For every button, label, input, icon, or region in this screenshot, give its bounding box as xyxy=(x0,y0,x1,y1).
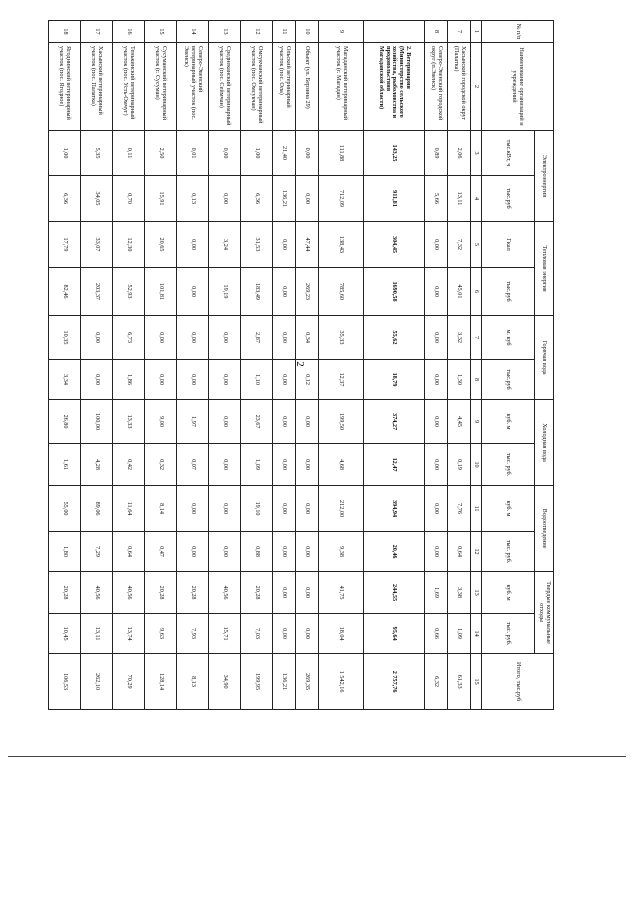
value-cell: 82,46 xyxy=(49,268,81,316)
value-cell: 7,03 xyxy=(241,614,273,654)
index-cell: 15 xyxy=(471,654,482,710)
value-cell: 262,10 xyxy=(81,654,113,710)
value-cell: 128,14 xyxy=(145,654,177,710)
sub-heat-sum: тыс.руб xyxy=(482,268,535,316)
row-name: Хасынский городской округ (Палатка) xyxy=(448,43,471,131)
value-cell: 244,55 xyxy=(364,572,425,614)
value-cell: 52,93 xyxy=(113,268,145,316)
value-cell: 0,00 xyxy=(425,444,448,486)
value-cell: 1,69 xyxy=(425,572,448,614)
value-cell: 0,00 xyxy=(273,532,296,572)
value-cell: 9,38 xyxy=(319,532,364,572)
index-cell: 2 xyxy=(471,43,482,131)
index-cell: 10 xyxy=(471,444,482,486)
row-number xyxy=(364,21,425,43)
value-cell: 33,07 xyxy=(81,222,113,268)
value-cell: 8,14 xyxy=(145,486,177,532)
sub-cw-sum: тыс. руб. xyxy=(482,444,535,486)
value-cell: 0,66 xyxy=(425,614,448,654)
value-cell: 4,28 xyxy=(81,444,113,486)
value-cell: 1690,58 xyxy=(364,268,425,316)
value-cell: 0,42 xyxy=(113,444,145,486)
value-cell: 0,00 xyxy=(81,316,113,360)
value-cell: 55,62 xyxy=(364,316,425,360)
index-cell: 1 xyxy=(471,21,482,43)
index-cell: 5 xyxy=(471,222,482,268)
value-cell: 6,36 xyxy=(49,176,81,222)
table-row xyxy=(241,21,273,710)
value-cell: 12,37 xyxy=(319,360,364,400)
row-name: Северо-Эвенский ветеринарный участок (пос. Эвенск) xyxy=(177,43,209,131)
value-cell: 61,33 xyxy=(448,654,471,710)
row-number: 18 xyxy=(49,21,81,43)
value-cell: 1,09 xyxy=(241,444,273,486)
value-cell: 0,89 xyxy=(425,131,448,176)
sub-hw-sum: тыс.руб xyxy=(482,360,535,400)
value-cell: 136,21 xyxy=(273,176,296,222)
value-cell: 374,27 xyxy=(364,400,425,444)
value-cell: 0,00 xyxy=(296,614,319,654)
value-cell: 199,95 xyxy=(241,654,273,710)
value-cell: 136,21 xyxy=(273,654,296,710)
header-hot-water: Горячая вода xyxy=(535,316,554,400)
sub-hw-qty: м. куб xyxy=(482,316,535,360)
header-cold-water: Холодная вода xyxy=(535,400,554,486)
value-cell: 0,00 xyxy=(177,316,209,360)
value-cell: 212,00 xyxy=(319,486,364,532)
value-cell: 0,00 xyxy=(425,360,448,400)
table-row xyxy=(364,21,425,710)
table-row xyxy=(425,21,448,710)
value-cell: 15,71 xyxy=(209,614,241,654)
value-cell: 304,45 xyxy=(364,222,425,268)
value-cell: 0,00 xyxy=(296,176,319,222)
table-row xyxy=(209,21,241,710)
value-cell: 0,00 xyxy=(296,572,319,614)
value-cell: 0,32 xyxy=(145,444,177,486)
value-cell: 199,50 xyxy=(319,400,364,444)
value-cell: 2,50 xyxy=(145,131,177,176)
row-number: 11 xyxy=(273,21,296,43)
row-number: 15 xyxy=(145,21,177,43)
value-cell: 35,33 xyxy=(319,316,364,360)
value-cell: 20,28 xyxy=(49,572,81,614)
value-cell: 6,73 xyxy=(113,316,145,360)
row-name: Северо-Эвенский городской округ (п.Эвенск) xyxy=(425,43,448,131)
row-name: Объект (ул. Берзина 29) xyxy=(296,43,319,131)
value-cell: 20,28 xyxy=(241,572,273,614)
value-cell: 269,23 xyxy=(296,268,319,316)
header-waste: Твердые коммунальные отходы xyxy=(535,572,554,654)
value-cell: 13,11 xyxy=(81,614,113,654)
value-cell: 1 542,16 xyxy=(319,654,364,710)
value-cell: 0,00 xyxy=(273,400,296,444)
value-cell: 9,63 xyxy=(145,614,177,654)
row-name: Тенькинский ветеринарный участок (пос. Усть-Омчуг) xyxy=(113,43,145,131)
index-cell: 6 xyxy=(471,268,482,316)
value-cell: 0,00 xyxy=(209,400,241,444)
value-cell: 0,64 xyxy=(113,532,145,572)
value-cell: 47,44 xyxy=(296,222,319,268)
value-cell: 19,10 xyxy=(241,486,273,532)
utilities-table xyxy=(48,20,554,710)
value-cell: 20,46 xyxy=(364,532,425,572)
value-cell: 4,68 xyxy=(319,444,364,486)
value-cell: 0,00 xyxy=(209,532,241,572)
header-total: Итого, тыс.руб xyxy=(482,654,554,710)
rotated-table-container xyxy=(58,20,554,709)
sub-dr-qty: куб. м xyxy=(482,486,535,532)
value-cell: 0,64 xyxy=(448,532,471,572)
value-cell: 0,00 xyxy=(209,486,241,532)
value-cell: 20,65 xyxy=(145,222,177,268)
value-cell: 0,12 xyxy=(296,360,319,400)
value-cell: 0,00 xyxy=(425,222,448,268)
table-row xyxy=(81,21,113,710)
value-cell: 0,00 xyxy=(273,316,296,360)
table-row xyxy=(145,21,177,710)
value-cell: 138,43 xyxy=(319,222,364,268)
value-cell: 0,01 xyxy=(177,131,209,176)
value-cell: 7,32 xyxy=(448,222,471,268)
value-cell: 40,56 xyxy=(209,572,241,614)
value-cell: 3,38 xyxy=(448,572,471,614)
value-cell: 0,00 xyxy=(81,360,113,400)
value-cell: 20,28 xyxy=(177,572,209,614)
value-cell: 0,00 xyxy=(177,532,209,572)
row-number: 9 xyxy=(319,21,364,43)
value-cell: 712,09 xyxy=(319,176,364,222)
row-name: Омсукчанский ветеринарный участок (пос. Омсукчан) xyxy=(241,43,273,131)
value-cell: 3,34 xyxy=(49,360,81,400)
value-cell: 0,00 xyxy=(425,486,448,532)
value-cell: 0,00 xyxy=(177,486,209,532)
value-cell: 0,00 xyxy=(273,572,296,614)
value-cell: 17,79 xyxy=(49,222,81,268)
header-num: № п/п xyxy=(482,21,554,43)
value-cell: 2,87 xyxy=(241,316,273,360)
value-cell: 95,64 xyxy=(364,614,425,654)
value-cell: 0,00 xyxy=(425,268,448,316)
value-cell: 10,45 xyxy=(49,614,81,654)
value-cell: 1,00 xyxy=(49,131,81,176)
row-number: 13 xyxy=(209,21,241,43)
header-electricity: Электроэнергия xyxy=(535,131,554,222)
value-cell: 19,19 xyxy=(209,268,241,316)
value-cell: 0,00 xyxy=(145,360,177,400)
value-cell: 0,00 xyxy=(425,400,448,444)
value-cell: 89,06 xyxy=(81,486,113,532)
value-cell: 0,70 xyxy=(113,176,145,222)
table-row xyxy=(448,21,471,710)
value-cell: 2,06 xyxy=(448,131,471,176)
value-cell: 12,47 xyxy=(364,444,425,486)
value-cell: 0,00 xyxy=(209,131,241,176)
row-name: Магаданский ветеринарный участок (г. Магадан) xyxy=(319,43,364,131)
sub-ws-sum: тыс. руб. xyxy=(482,614,535,654)
value-cell: 20,28 xyxy=(145,572,177,614)
index-cell: 7 xyxy=(471,316,482,360)
value-cell: 203,37 xyxy=(81,268,113,316)
index-cell: 8 xyxy=(471,360,482,400)
value-cell: 0,00 xyxy=(177,360,209,400)
value-cell: 111,88 xyxy=(319,131,364,176)
index-cell: 9 xyxy=(471,400,482,444)
value-cell: 1,61 xyxy=(49,444,81,486)
value-cell: 34,90 xyxy=(209,654,241,710)
row-name: Ягоднинский ветеринарный участок (пос. Ягодное) xyxy=(49,43,81,131)
value-cell: 0,00 xyxy=(296,444,319,486)
value-cell: 0,00 xyxy=(273,614,296,654)
row-number: 16 xyxy=(113,21,145,43)
table-row xyxy=(49,21,81,710)
table-row xyxy=(113,21,145,710)
index-cell: 3 xyxy=(471,131,482,176)
value-cell: 0,00 xyxy=(273,444,296,486)
value-cell: 0,00 xyxy=(296,400,319,444)
value-cell: 0,00 xyxy=(209,360,241,400)
value-cell: 18,79 xyxy=(364,360,425,400)
value-cell: 143,25 xyxy=(364,131,425,176)
value-cell: 11,64 xyxy=(113,486,145,532)
row-name: Сусуманский ветеринарный участок (г. Сусуман) xyxy=(145,43,177,131)
value-cell: 269,35 xyxy=(296,654,319,710)
row-number: 8 xyxy=(425,21,448,43)
value-cell: 6,32 xyxy=(425,654,448,710)
value-cell: 12,30 xyxy=(113,222,145,268)
sub-heat-qty: Гкал xyxy=(482,222,535,268)
row-number: 17 xyxy=(81,21,113,43)
value-cell: 3,32 xyxy=(448,316,471,360)
value-cell: 0,00 xyxy=(145,316,177,360)
value-cell: 6,36 xyxy=(241,176,273,222)
index-cell: 14 xyxy=(471,614,482,654)
value-cell: 55,00 xyxy=(49,486,81,532)
value-cell: 0,00 xyxy=(273,486,296,532)
row-number: 7 xyxy=(448,21,471,43)
value-cell: 106,53 xyxy=(49,654,81,710)
value-cell: 3,24 xyxy=(209,222,241,268)
value-cell: 0,11 xyxy=(113,131,145,176)
value-cell: 2 757,76 xyxy=(364,654,425,710)
value-cell: 1,10 xyxy=(241,360,273,400)
table-row xyxy=(273,21,296,710)
sub-cw-qty: куб. м xyxy=(482,400,535,444)
separator-line xyxy=(8,756,626,757)
value-cell: 18,04 xyxy=(319,614,364,654)
value-cell: 0,00 xyxy=(209,316,241,360)
value-cell: 40,56 xyxy=(81,572,113,614)
value-cell: 4,45 xyxy=(448,400,471,444)
index-cell: 12 xyxy=(471,532,482,572)
value-cell: 1,80 xyxy=(49,532,81,572)
value-cell: 0,00 xyxy=(296,532,319,572)
row-name: Среднеканский ветеринарный участок (пос. Сеймчан) xyxy=(209,43,241,131)
value-cell: 0,00 xyxy=(273,268,296,316)
value-cell: 0,07 xyxy=(177,444,209,486)
index-cell: 13 xyxy=(471,572,482,614)
value-cell: 0,00 xyxy=(209,176,241,222)
header-heat: Тепловая энергия xyxy=(535,222,554,316)
table-row xyxy=(319,21,364,710)
value-cell: 101,81 xyxy=(145,268,177,316)
value-cell: 1,30 xyxy=(448,360,471,400)
value-cell: 0,19 xyxy=(448,444,471,486)
value-cell: 23,67 xyxy=(241,400,273,444)
value-cell: 13,33 xyxy=(113,400,145,444)
value-cell: 5,35 xyxy=(81,131,113,176)
value-cell: 394,94 xyxy=(364,486,425,532)
value-cell: 70,29 xyxy=(113,654,145,710)
value-cell: 100,00 xyxy=(81,400,113,444)
index-cell: 11 xyxy=(471,486,482,532)
index-row xyxy=(471,21,482,710)
sub-el-sum: тыс.руб xyxy=(482,176,535,222)
value-cell: 7,76 xyxy=(448,486,471,532)
value-cell: 785,60 xyxy=(319,268,364,316)
value-cell: 0,88 xyxy=(241,532,273,572)
value-cell: 1,09 xyxy=(448,614,471,654)
value-cell: 0,13 xyxy=(177,176,209,222)
value-cell: 0,47 xyxy=(145,532,177,572)
value-cell: 1,00 xyxy=(241,131,273,176)
sub-dr-sum: тыс. руб. xyxy=(482,532,535,572)
value-cell: 0,34 xyxy=(296,316,319,360)
value-cell: 5,66 xyxy=(425,176,448,222)
value-cell: 1,86 xyxy=(113,360,145,400)
value-cell: 0,00 xyxy=(177,222,209,268)
row-number: 12 xyxy=(241,21,273,43)
value-cell: 41,75 xyxy=(319,572,364,614)
value-cell: 9,00 xyxy=(145,400,177,444)
value-cell: 7,93 xyxy=(177,614,209,654)
value-cell: 34,05 xyxy=(81,176,113,222)
value-cell: 0,00 xyxy=(273,222,296,268)
value-cell: 0,00 xyxy=(425,532,448,572)
value-cell: 40,56 xyxy=(113,572,145,614)
value-cell: 15,91 xyxy=(145,176,177,222)
value-cell: 31,53 xyxy=(241,222,273,268)
table-row xyxy=(296,21,319,710)
value-cell: 10,35 xyxy=(49,316,81,360)
value-cell: 13,11 xyxy=(448,176,471,222)
table-row xyxy=(177,21,209,710)
row-number: 10 xyxy=(296,21,319,43)
value-cell: 7,29 xyxy=(81,532,113,572)
sub-el-qty: тыс.кВт, ч xyxy=(482,131,535,176)
value-cell: 0,00 xyxy=(177,268,209,316)
index-cell: 4 xyxy=(471,176,482,222)
header-name: Наименование организаций и учреждений xyxy=(482,43,554,131)
value-cell: 1,97 xyxy=(177,400,209,444)
page-number: 2 xyxy=(294,361,306,367)
row-name: 2. Ветеринария (Министерство сельского хозяйства, рыболовства и продовольствия Магаданской области) xyxy=(364,43,425,131)
header-drainage: Водоотведение xyxy=(535,486,554,572)
value-cell: 45,01 xyxy=(448,268,471,316)
value-cell: 911,81 xyxy=(364,176,425,222)
value-cell: 13,74 xyxy=(113,614,145,654)
value-cell: 8,13 xyxy=(177,654,209,710)
value-cell: 0,00 xyxy=(425,316,448,360)
value-cell: 0,00 xyxy=(209,444,241,486)
value-cell: 183,49 xyxy=(241,268,273,316)
value-cell: 0,00 xyxy=(273,360,296,400)
row-number: 14 xyxy=(177,21,209,43)
value-cell: 0,00 xyxy=(296,486,319,532)
row-name: Хасынский ветеринарный участок (пос. Палатка) xyxy=(81,43,113,131)
row-name: Ольский ветеринарный участок (пос. Ола) xyxy=(273,43,296,131)
value-cell: 21,40 xyxy=(273,131,296,176)
sub-ws-qty: куб. м xyxy=(482,572,535,614)
value-cell: 0,00 xyxy=(296,131,319,176)
value-cell: 26,80 xyxy=(49,400,81,444)
